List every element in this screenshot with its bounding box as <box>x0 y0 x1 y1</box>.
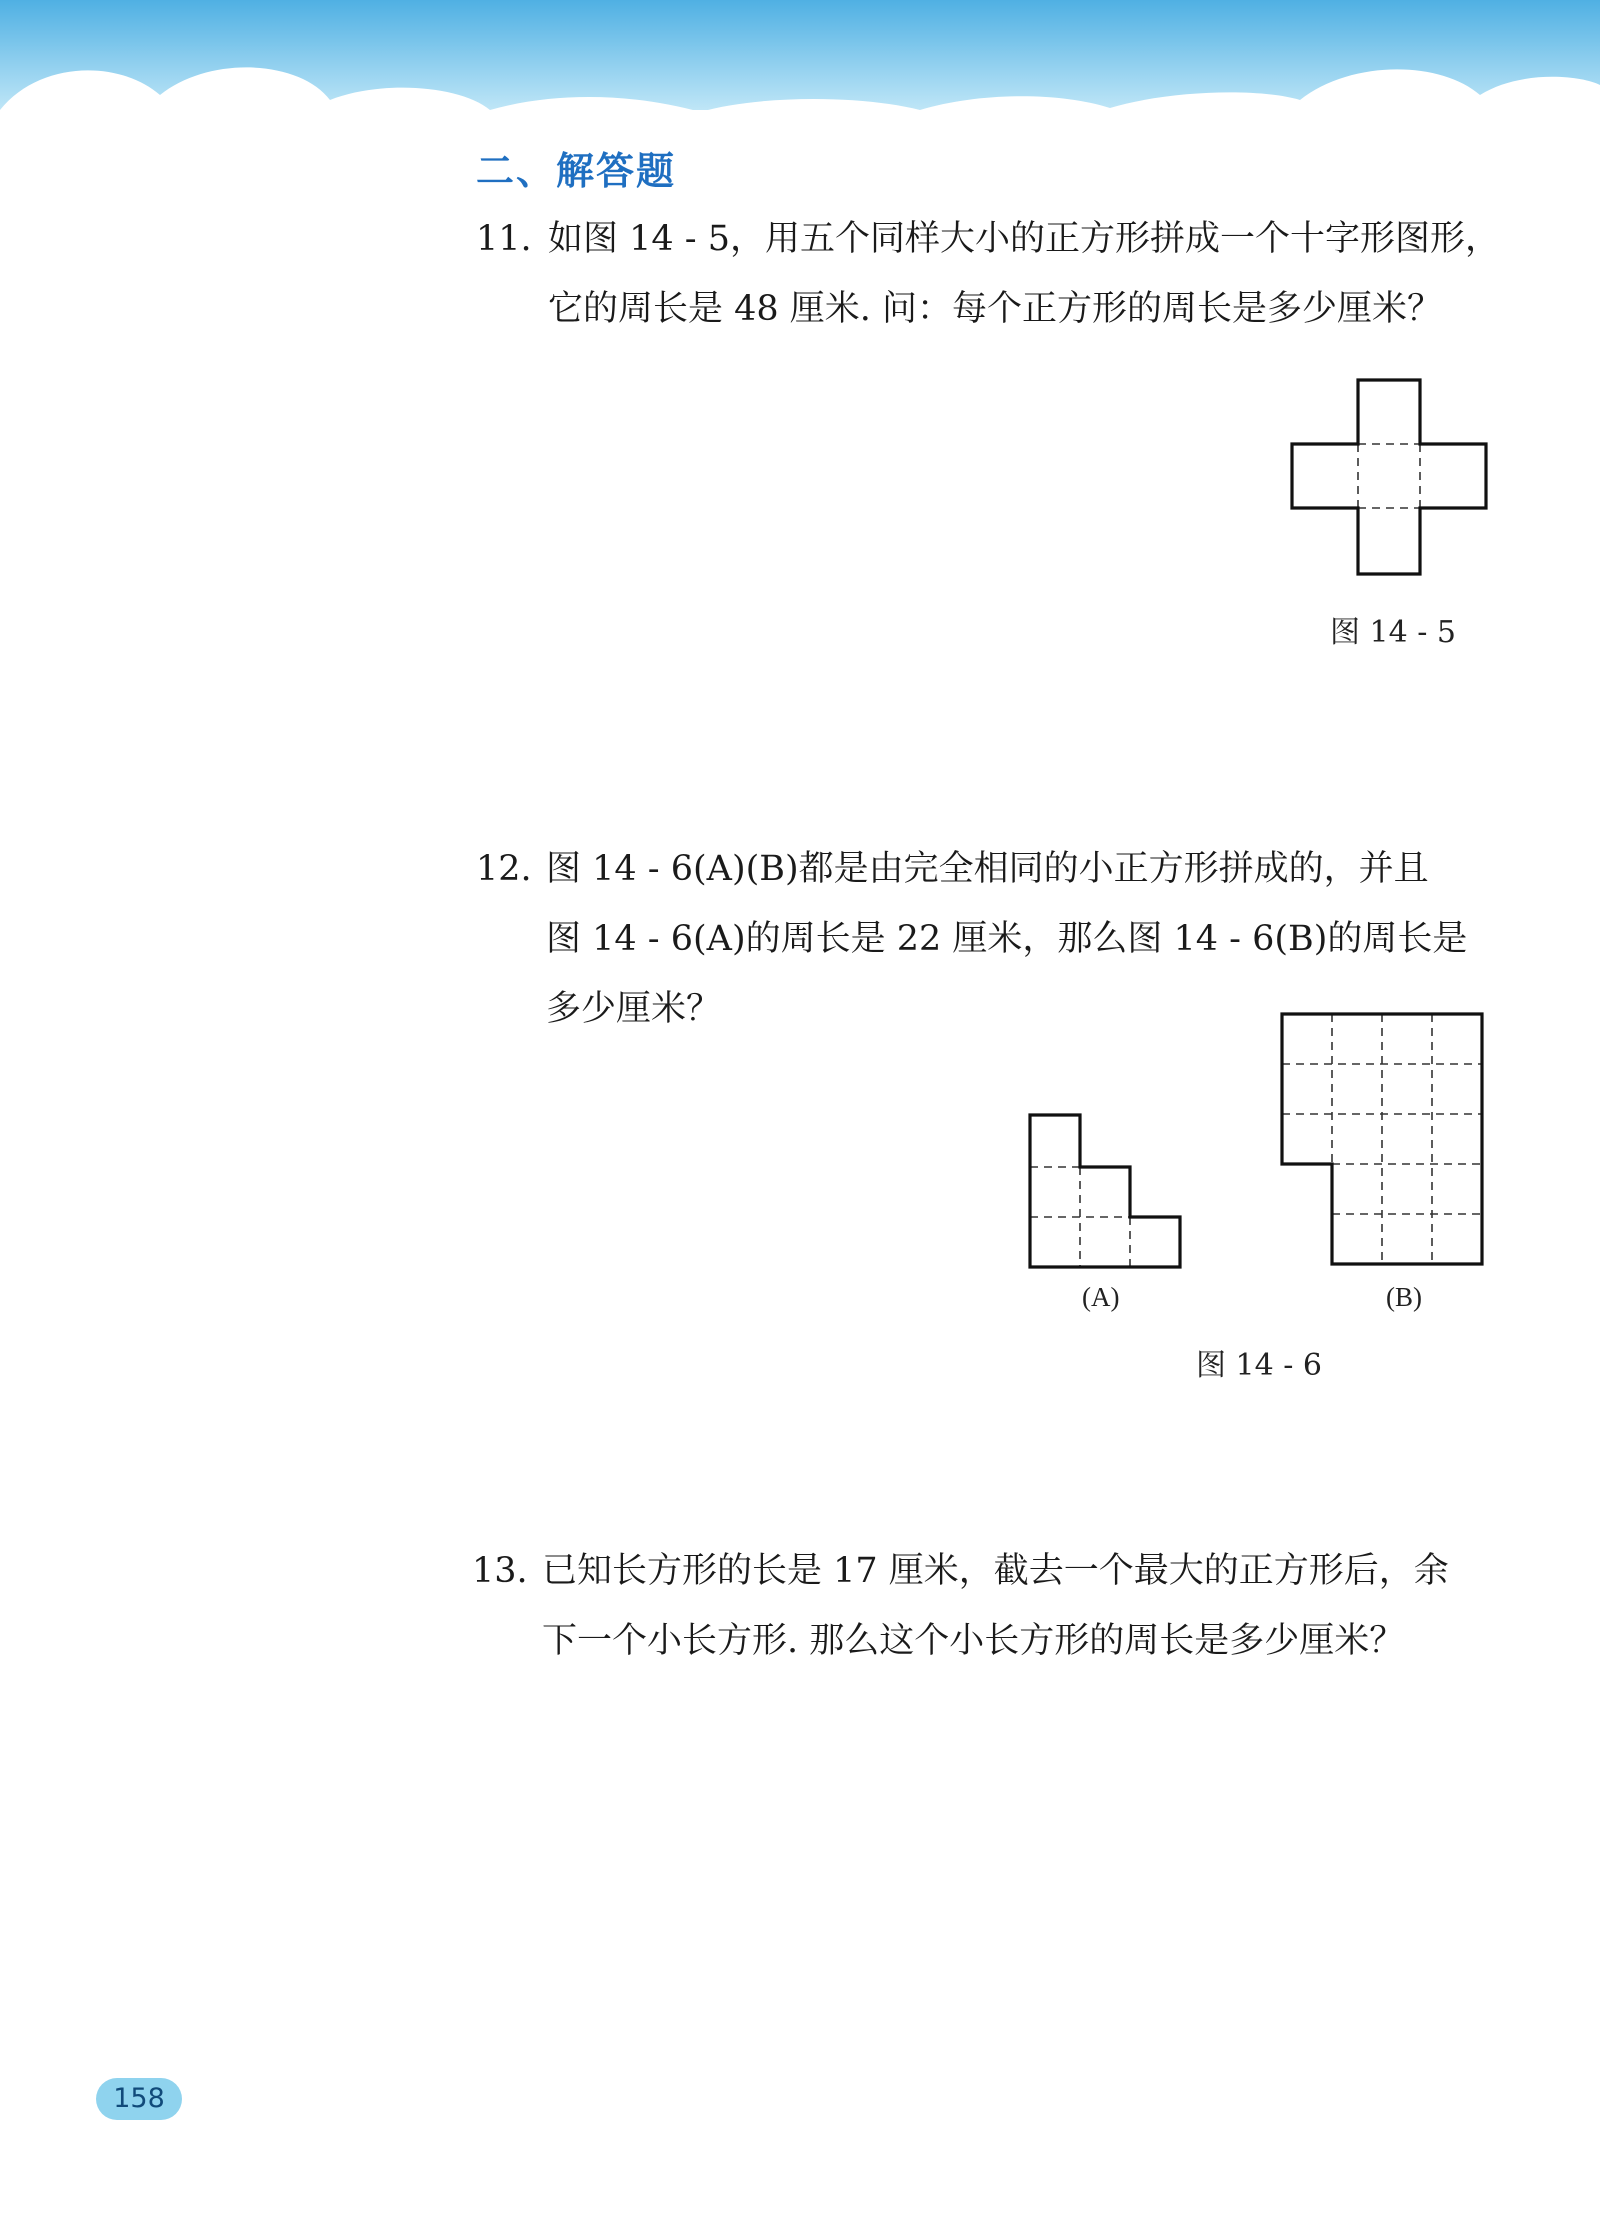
question-text-line: 它的周长是 48 厘米. 问：每个正方形的周长是多少厘米？ <box>548 289 1443 329</box>
figure-caption: 图 14 - 5 <box>1330 615 1457 650</box>
staircase-outline <box>1030 1115 1180 1267</box>
question-text-line: 下一个小长方形. 那么这个小长方形的周长是多少厘米？ <box>542 1621 1405 1661</box>
header-cloud-banner <box>0 0 1600 160</box>
grid-inner-dashed-lines <box>1282 1014 1482 1264</box>
question-text-line: 图 14 - 6(A)的周长是 22 厘米，那么图 14 - 6(B)的周长是 <box>546 919 1468 959</box>
question-13 <box>472 1536 1512 1686</box>
staircase-inner-dashed-lines <box>1030 1167 1130 1267</box>
page-number-badge <box>96 2078 182 2120</box>
figure-a-staircase <box>1028 1113 1184 1273</box>
question-number: 11. <box>476 219 532 259</box>
figure-label-b: (B) <box>1386 1282 1422 1312</box>
figure-cross <box>1290 378 1490 578</box>
question-text-line: 图 14 - 6(A)(B)都是由完全相同的小正方形拼成的，并且 <box>546 849 1429 889</box>
question-11 <box>476 204 1516 354</box>
page-number: 158 <box>113 2083 165 2114</box>
question-number: 13. <box>472 1551 528 1591</box>
figure-label-a: (A) <box>1082 1282 1120 1312</box>
question-text-line: 已知长方形的长是 17 厘米，截去一个最大的正方形后，余 <box>542 1551 1449 1591</box>
cross-inner-dashed-lines <box>1358 444 1420 508</box>
question-number: 12. <box>476 849 532 889</box>
section-heading: 二、解答题 <box>476 149 677 193</box>
question-text-line: 多少厘米？ <box>546 989 722 1029</box>
figure-b-grid <box>1280 1012 1488 1272</box>
question-text-line: 如图 14 - 5，用五个同样大小的正方形拼成一个十字形图形， <box>548 219 1501 259</box>
figure-caption: 图 14 - 6 <box>1196 1348 1323 1383</box>
cross-outline <box>1292 380 1486 574</box>
